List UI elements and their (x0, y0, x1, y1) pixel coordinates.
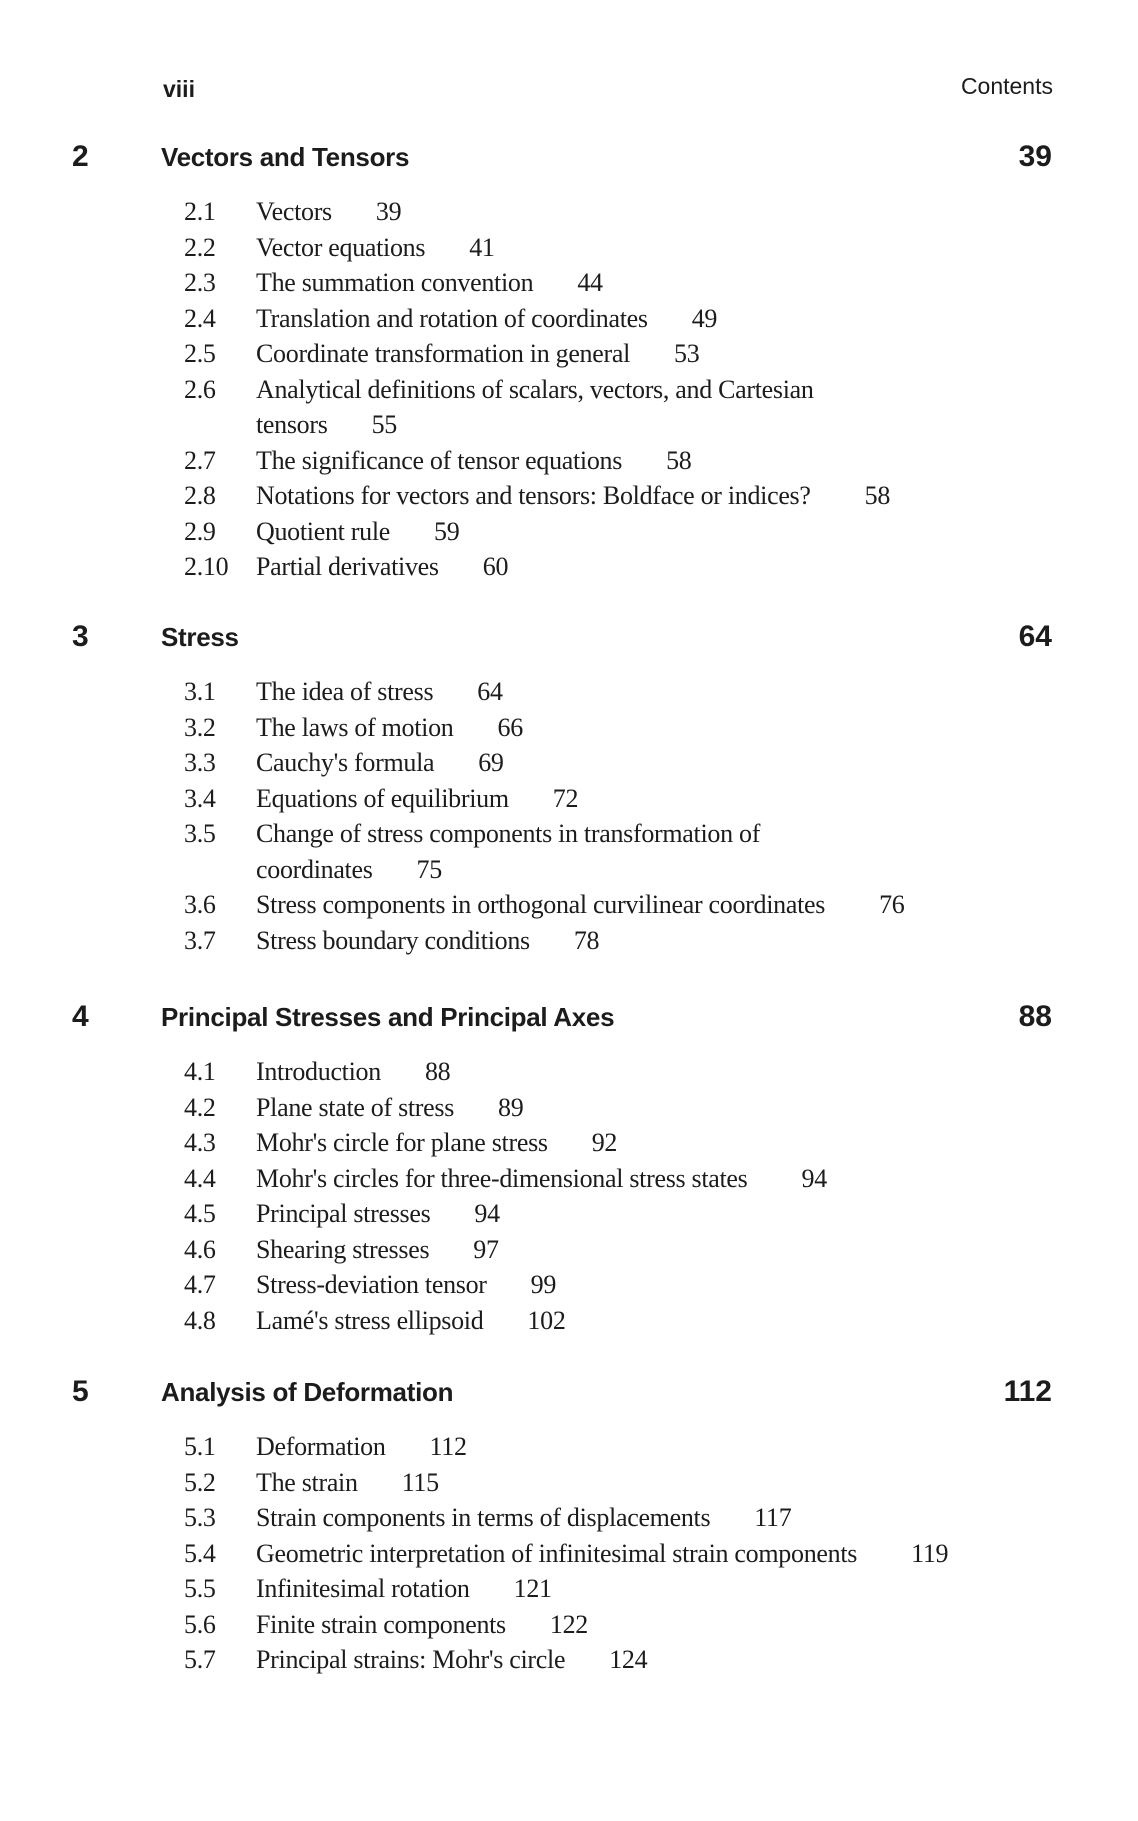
section-page: 112 (429, 1432, 467, 1461)
section-title: The summation convention (256, 268, 534, 297)
section-title: Coordinate transformation in general (256, 339, 631, 368)
section-title: Vector equations (256, 232, 426, 262)
toc-entry (0, 514, 996, 550)
section-number: 2.10 (184, 552, 229, 581)
toc-entry (0, 1196, 996, 1232)
section-number: 3.3 (184, 748, 216, 777)
section-title: Analytical definitions of scalars, vectors, and Cartesian tensors (256, 374, 814, 439)
section-number: 3.7 (184, 925, 216, 955)
section-number: 5.6 (184, 1609, 216, 1639)
section-title: Stress boundary conditions (256, 925, 530, 955)
section-page: 58 (864, 481, 891, 510)
section-number: 2.5 (184, 339, 216, 368)
section-title: Stress-deviation tensor (256, 1270, 487, 1299)
section-page: 78 (573, 925, 600, 955)
section-number: 5.2 (184, 1467, 216, 1497)
toc-entry (0, 1571, 996, 1607)
section-title: Quotient rule (256, 516, 391, 546)
toc-entry (0, 478, 996, 514)
chapter-2 (0, 140, 1138, 585)
toc-entry (0, 923, 996, 959)
chapter-page: 88 (1018, 1000, 1052, 1033)
section-title: The significance of tensor equations (256, 445, 623, 475)
section-number: 4.5 (184, 1199, 216, 1228)
chapter-number: 3 (72, 620, 89, 653)
section-number: 3.6 (184, 890, 216, 919)
section-number: 5.4 (184, 1538, 216, 1568)
section-title: Geometric interpretation of infinitesimal strain components (256, 1538, 858, 1568)
section-page: 88 (424, 1057, 451, 1086)
toc-entry (0, 1536, 996, 1572)
toc-entry (0, 1500, 996, 1536)
section-page: 121 (513, 1574, 552, 1603)
chapter-page: 112 (1003, 1375, 1052, 1408)
toc-entry (0, 816, 856, 887)
toc-entry (0, 1429, 996, 1465)
section-title: Strain components in terms of displacements (256, 1503, 711, 1532)
section-page: 59 (434, 516, 460, 546)
chapter-number: 2 (72, 140, 89, 173)
section-page: 58 (666, 445, 692, 475)
toc-entry (0, 1465, 996, 1501)
section-page: 99 (530, 1270, 557, 1299)
section-number: 2.6 (184, 374, 216, 404)
section-title: Finite strain components (256, 1609, 506, 1639)
section-page: 94 (801, 1163, 827, 1193)
section-number: 2.2 (184, 232, 216, 262)
section-number: 4.8 (184, 1305, 216, 1335)
section-number: 3.5 (184, 819, 216, 848)
toc-entry (0, 1642, 996, 1678)
section-page: 92 (591, 1128, 618, 1157)
section-page: 119 (911, 1538, 949, 1568)
section-title: The laws of motion (256, 712, 454, 742)
running-header: Contents (960, 73, 1053, 99)
section-title: Cauchy's formula (256, 748, 435, 777)
section-number: 2.3 (184, 268, 216, 297)
section-number: 4.2 (184, 1092, 216, 1122)
section-title: Infinitesimal rotation (256, 1574, 470, 1603)
section-number: 2.8 (184, 481, 216, 510)
section-number: 5.5 (184, 1574, 216, 1603)
chapter-3 (0, 620, 1138, 958)
section-title: Mohr's circles for three-dimensional stress states (256, 1163, 748, 1193)
toc-entry (0, 1125, 996, 1161)
section-page: 117 (754, 1503, 792, 1532)
section-title: Deformation (256, 1432, 386, 1461)
section-title: Principal stresses (256, 1199, 431, 1228)
chapter-page: 64 (1018, 620, 1052, 653)
section-title: Notations for vectors and tensors: Boldface or indices? (256, 481, 811, 510)
section-title: The strain (256, 1467, 358, 1497)
toc-entry (0, 1267, 996, 1303)
section-number: 5.1 (184, 1432, 216, 1461)
toc-entry (0, 372, 876, 443)
toc-entry (0, 710, 996, 746)
toc-entry (0, 301, 996, 337)
section-title: Vectors (256, 197, 332, 226)
section-number: 4.3 (184, 1128, 216, 1157)
toc-entry (0, 887, 996, 923)
toc-entry (0, 1090, 996, 1126)
chapter-number: 4 (72, 1000, 89, 1033)
toc-entry (0, 265, 996, 301)
section-number: 3.2 (184, 712, 216, 742)
section-title: Introduction (256, 1057, 381, 1086)
section-number: 5.3 (184, 1503, 216, 1532)
toc-entry (0, 745, 996, 781)
section-number: 4.4 (184, 1163, 216, 1193)
section-number: 4.7 (184, 1270, 216, 1299)
section-page: 44 (577, 268, 603, 297)
toc-entry (0, 443, 996, 479)
section-page: 41 (469, 232, 495, 262)
section-number: 4.1 (184, 1057, 216, 1086)
section-title: Partial derivatives (256, 552, 439, 581)
section-page: 75 (416, 854, 442, 884)
toc-entry (0, 781, 996, 817)
section-title: Mohr's circle for plane stress (256, 1128, 548, 1157)
section-number: 4.6 (184, 1234, 216, 1264)
section-page: 122 (549, 1609, 588, 1639)
section-title: Change of stress components in transformation of coordinates (256, 819, 761, 884)
section-page: 94 (474, 1199, 500, 1228)
chapter-title: Analysis of Deformation (161, 1377, 454, 1407)
chapter-5 (0, 1375, 1138, 1678)
section-page: 49 (691, 303, 718, 333)
section-page: 66 (497, 712, 523, 742)
section-title: Shearing stresses (256, 1234, 430, 1264)
section-title: Equations of equilibrium (256, 783, 509, 813)
page-number-roman: viii (163, 76, 195, 102)
toc-entry (0, 1232, 996, 1268)
chapter-page: 39 (1018, 140, 1052, 173)
section-number: 5.7 (184, 1645, 216, 1674)
section-title: The idea of stress (256, 677, 434, 706)
chapter-4 (0, 1000, 1138, 1338)
section-page: 124 (609, 1645, 648, 1674)
section-page: 53 (674, 339, 700, 368)
section-number: 2.9 (184, 516, 216, 546)
toc-entry (0, 230, 996, 266)
toc-entry (0, 549, 996, 585)
section-title: Translation and rotation of coordinates (256, 303, 648, 333)
section-page: 115 (401, 1467, 439, 1497)
section-page: 64 (477, 677, 503, 706)
section-page: 102 (527, 1305, 566, 1335)
section-number: 2.1 (184, 197, 216, 226)
section-number: 2.4 (184, 303, 216, 333)
chapter-title: Stress (161, 622, 239, 652)
section-number: 3.1 (184, 677, 216, 706)
chapter-number: 5 (72, 1375, 89, 1408)
section-title: Stress components in orthogonal curvilinear coordinates (256, 890, 826, 919)
section-title: Principal strains: Mohr's circle (256, 1645, 566, 1674)
section-title: Plane state of stress (256, 1092, 455, 1122)
section-page: 60 (482, 552, 509, 581)
section-number: 2.7 (184, 445, 216, 475)
section-page: 97 (473, 1234, 499, 1264)
section-page: 69 (478, 748, 504, 777)
toc-entry (0, 194, 996, 230)
toc-entry (0, 336, 996, 372)
chapter-title: Principal Stresses and Principal Axes (161, 1002, 615, 1032)
toc-entry (0, 1054, 996, 1090)
section-page: 89 (498, 1092, 524, 1122)
toc-entry (0, 1161, 996, 1197)
section-page: 76 (879, 890, 905, 919)
toc-entry (0, 674, 996, 710)
toc-entry (0, 1303, 996, 1339)
section-number: 3.4 (184, 783, 216, 813)
toc-entry (0, 1607, 996, 1643)
section-page: 39 (375, 197, 402, 226)
section-page: 72 (552, 783, 579, 813)
chapter-title: Vectors and Tensors (161, 142, 410, 172)
section-title: Lamé's stress ellipsoid (256, 1305, 484, 1335)
section-page: 55 (371, 410, 397, 439)
